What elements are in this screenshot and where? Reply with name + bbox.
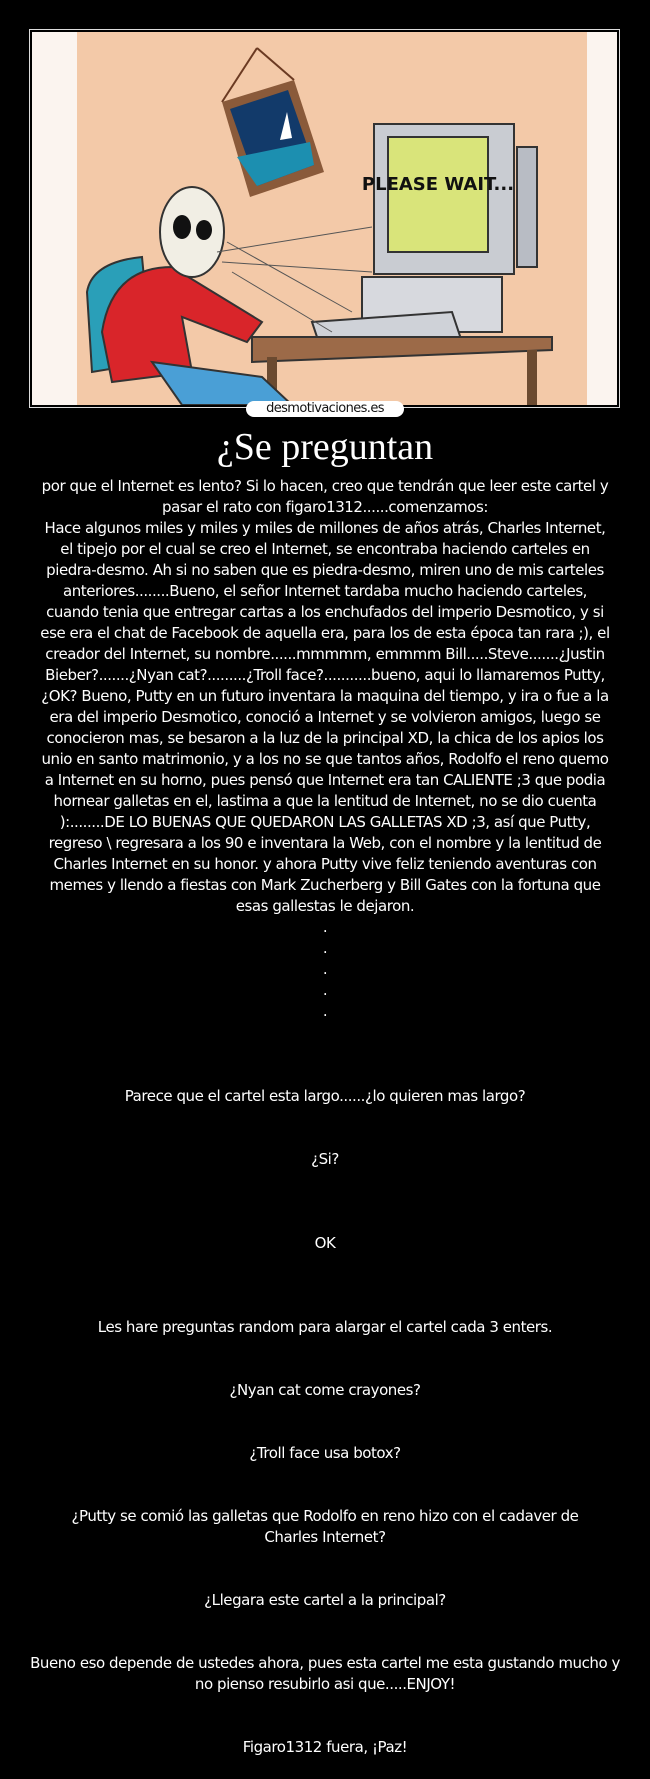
line-si: ¿Si? bbox=[311, 1150, 339, 1168]
dot: . bbox=[322, 918, 328, 936]
svg-text:PLEASE WAIT...: PLEASE WAIT... bbox=[361, 174, 515, 195]
dot: . bbox=[322, 960, 328, 978]
line-nyan-cat: ¿Nyan cat come crayones? bbox=[229, 1381, 421, 1399]
body-paragraph-story: Hace algunos miles y miles y miles de millones de años atrás, Charles Internet, el tipejo por el cual se creo el Internet, se encontraba haciendo carteles en piedra-desmo. Ah si no saben que es piedra-desmo, miren uno de mis carteles anteriores........Bueno, el señor Internet tardaba mucho haciendo carteles, cuando tenia que entregar cartas a los enchufados del imperio Desmotico, y si ese era el chat de Facebook de aquella era, para los de esta época tan rara ;), el creador del Internet, su nombre......mmmmm, emmmm Bill.....Steve.......¿Justin Bieber?.......¿Nyan cat?.........¿Troll face?...........bueno, aqui lo llamaremos Putty, ¿OK? Bueno, Putty en un futuro inventara la maquina del tiempo, y ira o fue a la era del imperio Desmotico, conoció a Internet y se volvieron amigos, luego se conocieron mas, se besaron a la luz de la principal XD, la chica de los apios los unio en santo matrimonio, y a los no se que tantos años, Rodolfo el reno quemo a Internet en su horno, pues pensó que Internet era tan CALIENTE ;3 que podia hornear galletas en el, lastima a que la lentitud de Internet, no se dio cuenta ):........DE LO BUENAS QUE QUEDARON LAS GALLETAS XD ;3, así que Putty, regreso \ regresara a los 90 e inventara la Web, con el nombre y la lentitud de Charles Internet en su honor. y ahora Putty vive feliz teniendo aventuras con memes y llendo a fiestas con Mark Zucherberg y Bill Gates con la fortuna que esas gallestas le dejaron. bbox=[40, 519, 610, 915]
line-putty-galletas: ¿Putty se comió las galletas que Rodolfo en reno hizo con el cadaver de Charles Internet? bbox=[71, 1507, 579, 1546]
site-watermark: desmotivaciones.es bbox=[246, 401, 404, 417]
dot: . bbox=[322, 981, 328, 999]
line-signoff: Figaro1312 fuera, ¡Paz! bbox=[242, 1738, 408, 1756]
line-preguntas-random: Les hare preguntas random para alargar el cartel cada 3 enters. bbox=[97, 1318, 553, 1336]
body-paragraph-intro: por que el Internet es lento? Si lo hacen, creo que tendrán que leer este cartel y pasar el rato con figaro1312......comenzamos: bbox=[41, 477, 609, 516]
line-mas-largo: Parece que el cartel esta largo......¿lo quieren mas largo? bbox=[124, 1087, 526, 1105]
poster-body bbox=[40, 476, 610, 1022]
poster-title: ¿Se preguntan bbox=[216, 426, 434, 468]
line-ok: OK bbox=[314, 1234, 336, 1252]
cartoon-illustration bbox=[32, 32, 617, 405]
dots-separator bbox=[40, 917, 610, 1022]
line-troll-face: ¿Troll face usa botox? bbox=[249, 1444, 401, 1462]
line-enjoy: Bueno eso depende de ustedes ahora, pues esta cartel me esta gustando mucho y no pienso resubirlo asi que.....ENJOY! bbox=[30, 1654, 620, 1693]
dot: . bbox=[322, 1002, 328, 1020]
line-principal: ¿Llegara este cartel a la principal? bbox=[204, 1591, 446, 1609]
cartoon-image bbox=[32, 32, 617, 405]
poster-image-frame bbox=[29, 29, 620, 408]
dot: . bbox=[322, 939, 328, 957]
